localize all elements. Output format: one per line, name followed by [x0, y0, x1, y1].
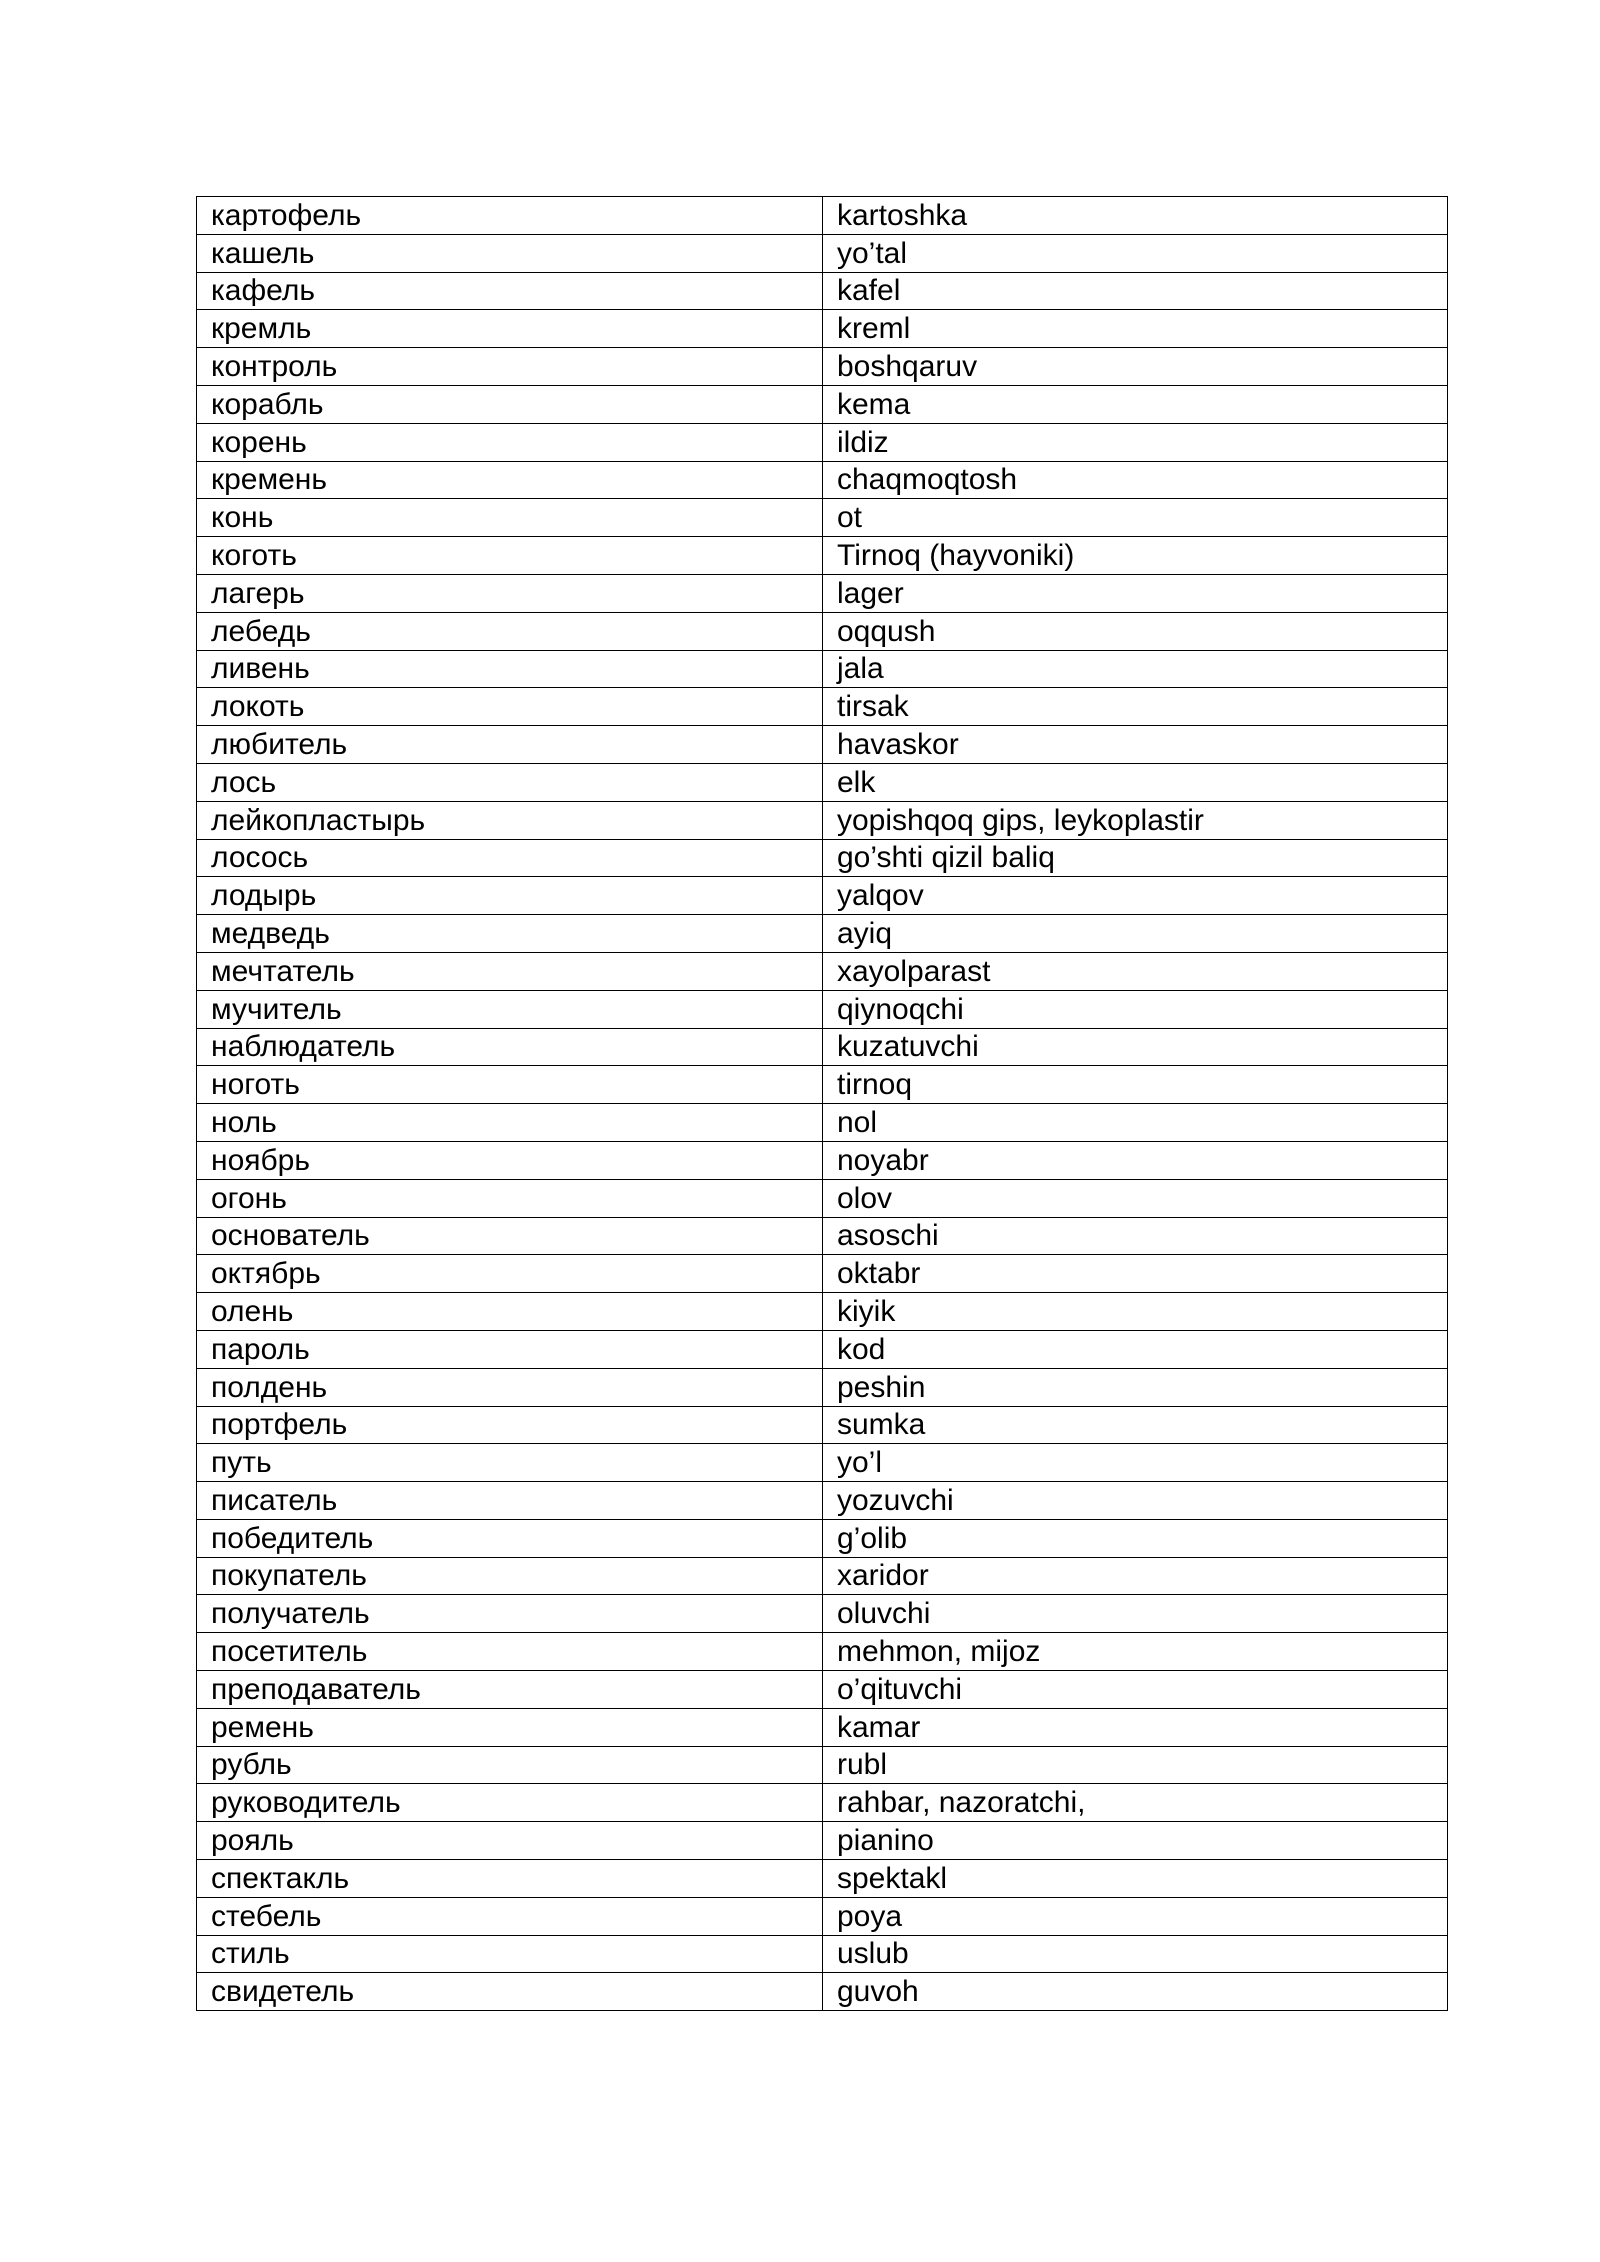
russian-word-cell: руководитель — [197, 1784, 823, 1822]
table-row — [197, 726, 1448, 764]
russian-word-cell: рояль — [197, 1822, 823, 1860]
russian-word-cell: покупатель — [197, 1557, 823, 1595]
uzbek-translation-cell: noyabr — [823, 1141, 1448, 1179]
table-row — [197, 574, 1448, 612]
table-row — [197, 197, 1448, 235]
russian-word-cell: писатель — [197, 1482, 823, 1520]
uzbek-translation-cell: spektakl — [823, 1860, 1448, 1898]
table-row — [197, 1897, 1448, 1935]
uzbek-translation-cell: xayolparast — [823, 952, 1448, 990]
table-row — [197, 385, 1448, 423]
russian-word-cell: портфель — [197, 1406, 823, 1444]
russian-word-cell: олень — [197, 1293, 823, 1331]
table-row — [197, 877, 1448, 915]
russian-word-cell: посетитель — [197, 1633, 823, 1671]
russian-word-cell: корабль — [197, 385, 823, 423]
table-row — [197, 1104, 1448, 1142]
russian-word-cell: коготь — [197, 537, 823, 575]
russian-word-cell: пароль — [197, 1330, 823, 1368]
uzbek-translation-cell: olov — [823, 1179, 1448, 1217]
russian-word-cell: стиль — [197, 1935, 823, 1973]
russian-word-cell: мучитель — [197, 990, 823, 1028]
table-row — [197, 1028, 1448, 1066]
russian-word-cell: ливень — [197, 650, 823, 688]
table-row — [197, 801, 1448, 839]
uzbek-translation-cell: ot — [823, 499, 1448, 537]
table-row — [197, 310, 1448, 348]
uzbek-translation-cell: nol — [823, 1104, 1448, 1142]
table-row — [197, 1330, 1448, 1368]
russian-word-cell: октябрь — [197, 1255, 823, 1293]
table-row — [197, 1519, 1448, 1557]
table-row — [197, 1935, 1448, 1973]
uzbek-translation-cell: kuzatuvchi — [823, 1028, 1448, 1066]
russian-word-cell: ноготь — [197, 1066, 823, 1104]
uzbek-translation-cell: lager — [823, 574, 1448, 612]
uzbek-translation-cell: go’shti qizil baliq — [823, 839, 1448, 877]
table-row — [197, 1179, 1448, 1217]
table-row — [197, 990, 1448, 1028]
russian-word-cell: кафель — [197, 272, 823, 310]
russian-word-cell: полдень — [197, 1368, 823, 1406]
uzbek-translation-cell: tirnoq — [823, 1066, 1448, 1104]
table-row — [197, 272, 1448, 310]
uzbek-translation-cell: pianino — [823, 1822, 1448, 1860]
uzbek-translation-cell: qiynoqchi — [823, 990, 1448, 1028]
russian-word-cell: основатель — [197, 1217, 823, 1255]
table-row — [197, 688, 1448, 726]
russian-word-cell: корень — [197, 423, 823, 461]
uzbek-translation-cell: kiyik — [823, 1293, 1448, 1331]
uzbek-translation-cell: mehmon, mijoz — [823, 1633, 1448, 1671]
russian-word-cell: мечтатель — [197, 952, 823, 990]
uzbek-translation-cell: poya — [823, 1897, 1448, 1935]
uzbek-translation-cell: rahbar, nazoratchi, — [823, 1784, 1448, 1822]
table-row — [197, 650, 1448, 688]
uzbek-translation-cell: jala — [823, 650, 1448, 688]
table-row — [197, 1822, 1448, 1860]
table-row — [197, 1746, 1448, 1784]
table-row — [197, 348, 1448, 386]
russian-word-cell: локоть — [197, 688, 823, 726]
table-row — [197, 1784, 1448, 1822]
uzbek-translation-cell: kartoshka — [823, 197, 1448, 235]
uzbek-translation-cell: kreml — [823, 310, 1448, 348]
table-row — [197, 1141, 1448, 1179]
table-row — [197, 1860, 1448, 1898]
table-row — [197, 537, 1448, 575]
table-row — [197, 915, 1448, 953]
table-row — [197, 423, 1448, 461]
russian-word-cell: лейкопластырь — [197, 801, 823, 839]
table-row — [197, 1671, 1448, 1709]
russian-word-cell: кремль — [197, 310, 823, 348]
table-row — [197, 1293, 1448, 1331]
table-row — [197, 1217, 1448, 1255]
russian-word-cell: лагерь — [197, 574, 823, 612]
uzbek-translation-cell: Tirnoq (hayvoniki) — [823, 537, 1448, 575]
russian-word-cell: контроль — [197, 348, 823, 386]
uzbek-translation-cell: oluvchi — [823, 1595, 1448, 1633]
table-row — [197, 1973, 1448, 2011]
russian-word-cell: наблюдатель — [197, 1028, 823, 1066]
uzbek-translation-cell: asoschi — [823, 1217, 1448, 1255]
russian-word-cell: лось — [197, 763, 823, 801]
russian-word-cell: ремень — [197, 1708, 823, 1746]
table-row — [197, 1633, 1448, 1671]
uzbek-translation-cell: yalqov — [823, 877, 1448, 915]
uzbek-translation-cell: uslub — [823, 1935, 1448, 1973]
russian-word-cell: огонь — [197, 1179, 823, 1217]
uzbek-translation-cell: tirsak — [823, 688, 1448, 726]
uzbek-translation-cell: yozuvchi — [823, 1482, 1448, 1520]
uzbek-translation-cell: chaqmoqtosh — [823, 461, 1448, 499]
table-row — [197, 1406, 1448, 1444]
russian-word-cell: свидетель — [197, 1973, 823, 2011]
table-row — [197, 839, 1448, 877]
table-row — [197, 763, 1448, 801]
table-row — [197, 952, 1448, 990]
russian-word-cell: получатель — [197, 1595, 823, 1633]
uzbek-translation-cell: ayiq — [823, 915, 1448, 953]
uzbek-translation-cell: elk — [823, 763, 1448, 801]
uzbek-translation-cell: peshin — [823, 1368, 1448, 1406]
russian-word-cell: любитель — [197, 726, 823, 764]
uzbek-translation-cell: kod — [823, 1330, 1448, 1368]
uzbek-translation-cell: boshqaruv — [823, 348, 1448, 386]
russian-word-cell: кремень — [197, 461, 823, 499]
table-row — [197, 499, 1448, 537]
russian-word-cell: рубль — [197, 1746, 823, 1784]
russian-word-cell: ноябрь — [197, 1141, 823, 1179]
uzbek-translation-cell: oqqush — [823, 612, 1448, 650]
russian-word-cell: стебель — [197, 1897, 823, 1935]
table-row — [197, 1255, 1448, 1293]
russian-word-cell: картофель — [197, 197, 823, 235]
uzbek-translation-cell: ildiz — [823, 423, 1448, 461]
uzbek-translation-cell: yo’tal — [823, 234, 1448, 272]
uzbek-translation-cell: yopishqoq gips, leykoplastir — [823, 801, 1448, 839]
uzbek-translation-cell: guvoh — [823, 1973, 1448, 2011]
russian-word-cell: медведь — [197, 915, 823, 953]
table-row — [197, 1595, 1448, 1633]
uzbek-translation-cell: havaskor — [823, 726, 1448, 764]
table-row — [197, 1066, 1448, 1104]
russian-word-cell: лосось — [197, 839, 823, 877]
uzbek-translation-cell: rubl — [823, 1746, 1448, 1784]
russian-word-cell: победитель — [197, 1519, 823, 1557]
vocabulary-table — [196, 196, 1448, 2011]
russian-word-cell: лодырь — [197, 877, 823, 915]
table-row — [197, 1708, 1448, 1746]
russian-word-cell: лебедь — [197, 612, 823, 650]
russian-word-cell: спектакль — [197, 1860, 823, 1898]
russian-word-cell: путь — [197, 1444, 823, 1482]
uzbek-translation-cell: g’olib — [823, 1519, 1448, 1557]
uzbek-translation-cell: kamar — [823, 1708, 1448, 1746]
vocabulary-table-body — [197, 197, 1448, 2011]
russian-word-cell: преподаватель — [197, 1671, 823, 1709]
table-row — [197, 1557, 1448, 1595]
uzbek-translation-cell: kema — [823, 385, 1448, 423]
table-row — [197, 1482, 1448, 1520]
table-row — [197, 1444, 1448, 1482]
uzbek-translation-cell: o’qituvchi — [823, 1671, 1448, 1709]
uzbek-translation-cell: xaridor — [823, 1557, 1448, 1595]
uzbek-translation-cell: sumka — [823, 1406, 1448, 1444]
table-row — [197, 461, 1448, 499]
uzbek-translation-cell: oktabr — [823, 1255, 1448, 1293]
russian-word-cell: кашель — [197, 234, 823, 272]
table-row — [197, 1368, 1448, 1406]
russian-word-cell: конь — [197, 499, 823, 537]
table-row — [197, 612, 1448, 650]
table-row — [197, 234, 1448, 272]
uzbek-translation-cell: yo’l — [823, 1444, 1448, 1482]
russian-word-cell: ноль — [197, 1104, 823, 1142]
uzbek-translation-cell: kafel — [823, 272, 1448, 310]
